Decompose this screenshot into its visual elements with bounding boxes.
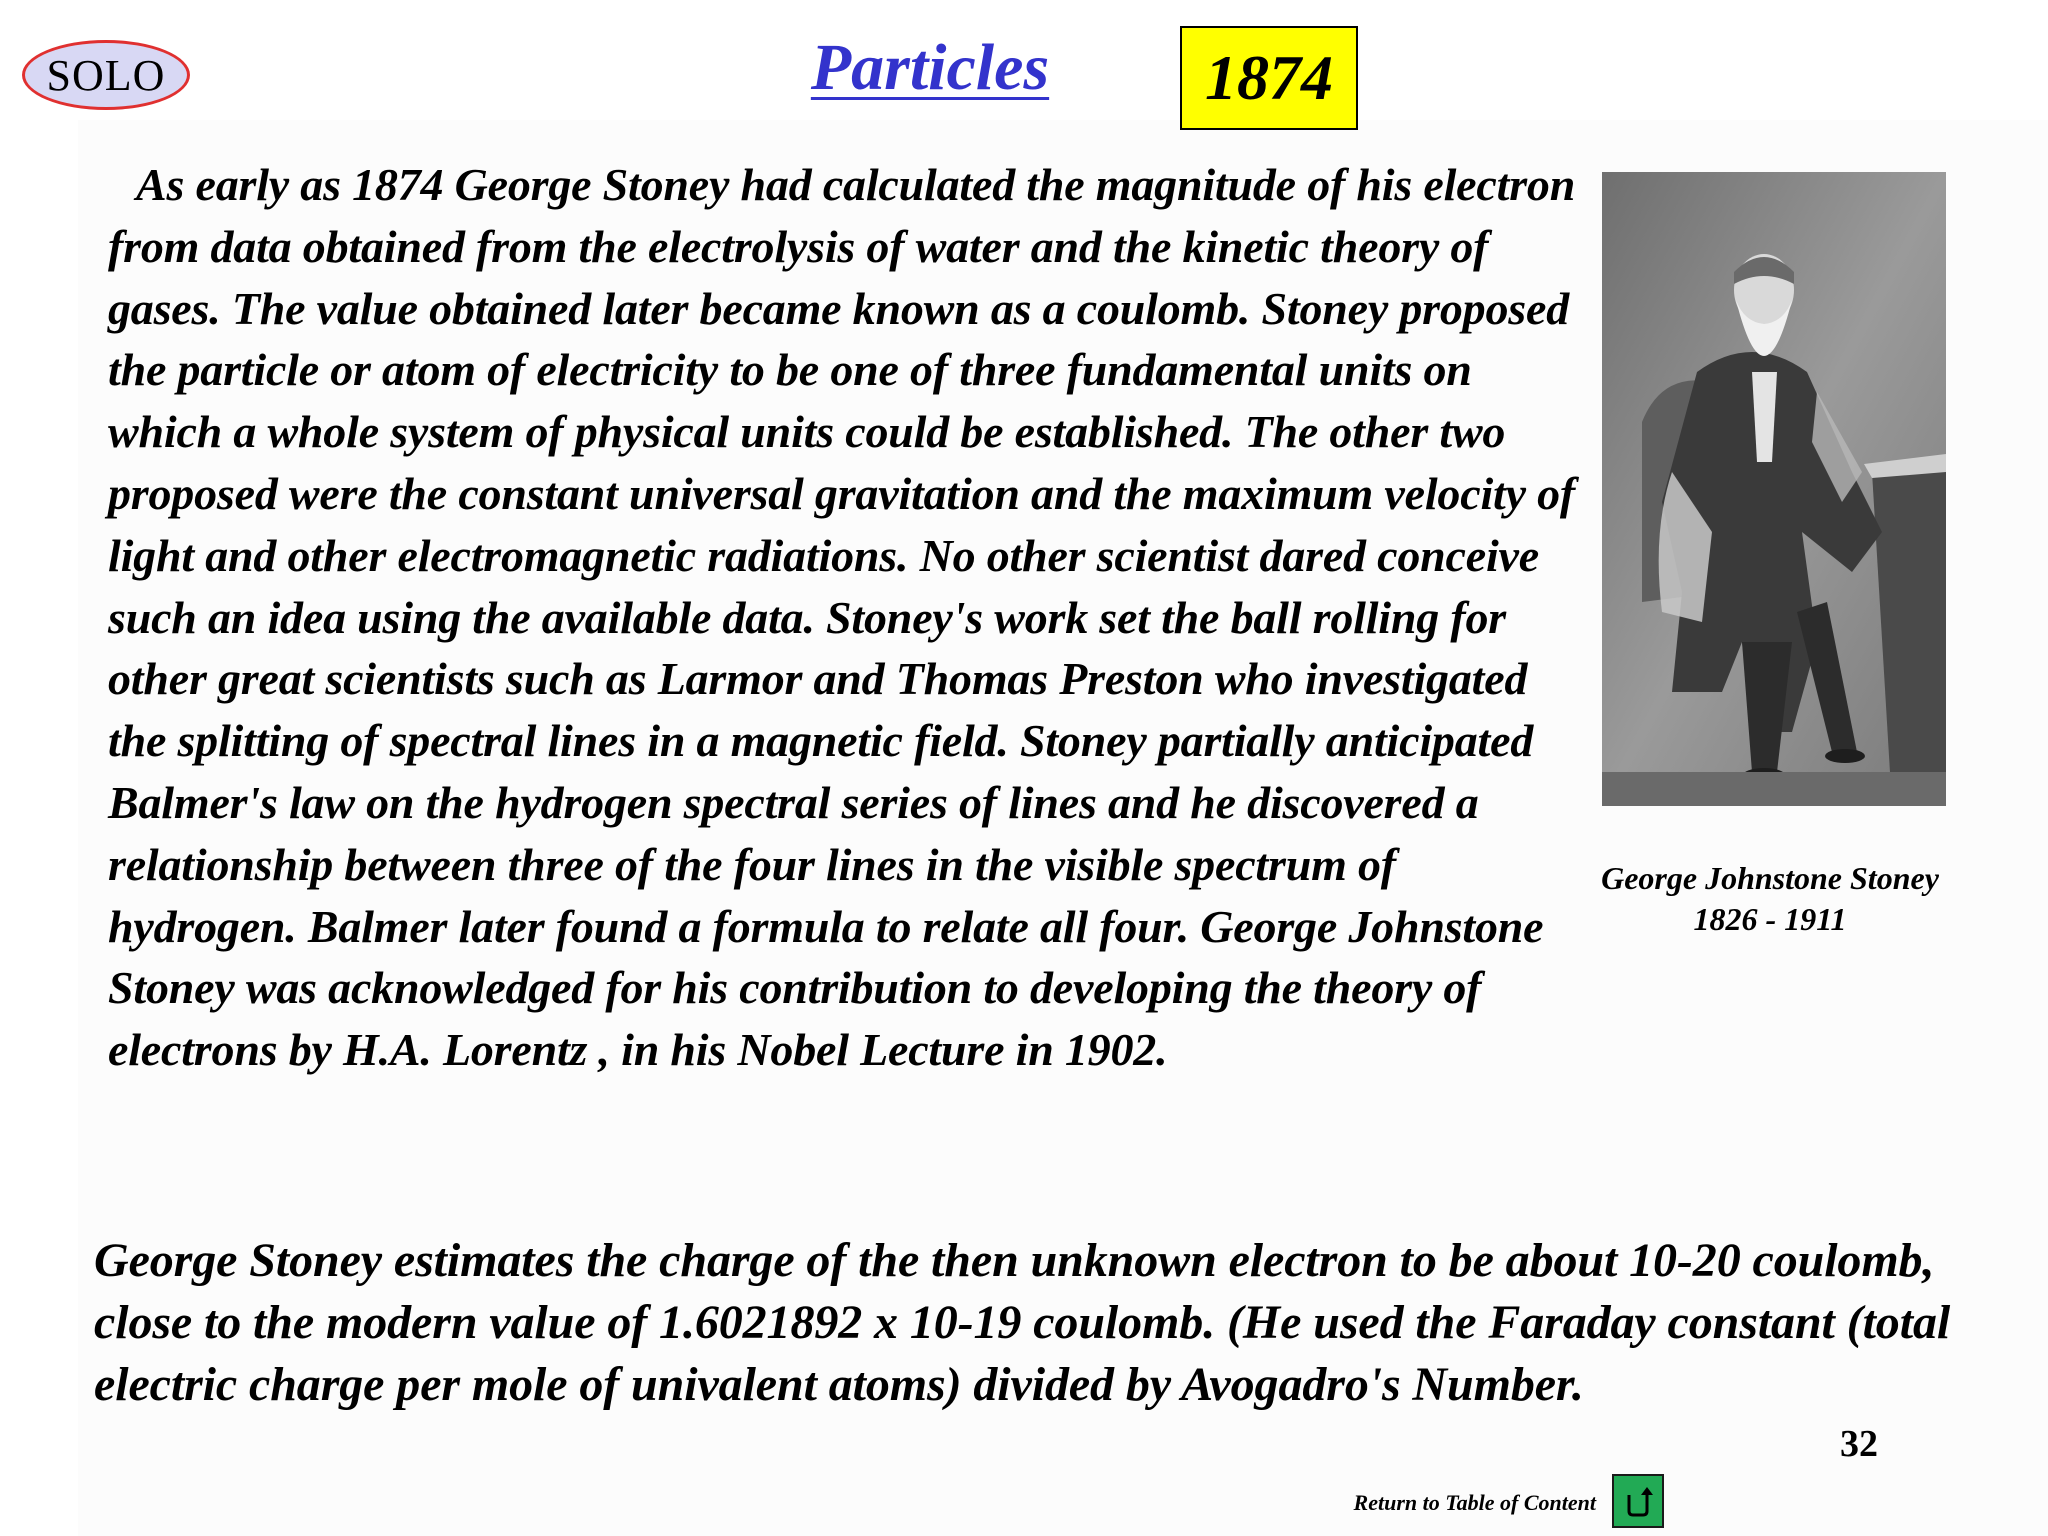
return-to-toc-link[interactable]: Return to Table of Content [1353, 1490, 1596, 1515]
portrait-name: George Johnstone Stoney [1601, 860, 1939, 896]
main-paragraph: As early as 1874 George Stoney had calculated the magnitude of his electron from data obtained from the electrolysis of water and the kinetic theory of gases. The value obtained later became known as a coulomb. Stoney proposed the particle or atom of electricity to be one of three fundamental units on which a whole system of physical units could be established. The other two proposed were the constant universal gravitation and the maximum velocity of light and other electromagnetic radiations. No other scientist dared conceive such an idea using the available data. Stoney's work set the ball rolling for other great scientists such as Larmor and Thomas Preston who investigated the splitting of spectral lines in a magnetic field. Stoney partially anticipated Balmer's law on the hydrogen spectral series of lines and he discovered a relationship between three of the four lines in the visible spectrum of hydrogen. Balmer later found a formula to relate all four. George Johnstone Stoney was acknowledged for his contribution to developing the theory of electrons by H.A. Lorentz , in his Nobel Lecture in 1902. [108, 159, 1576, 1076]
return-arrow-icon [1618, 1481, 1658, 1521]
return-button[interactable] [1612, 1474, 1664, 1528]
bottom-paragraph: George Stoney estimates the charge of the then unknown electron to be about 10-20 coulomb, close to the modern value of 1.6021892 x 10-19 coulomb. (He used the Faraday constant (total electric charge per mole of univalent atoms) divided by Avogadro's Number. [94, 1234, 1951, 1411]
solo-logo [22, 40, 190, 110]
portrait-caption [1560, 858, 1980, 940]
page-title[interactable]: Particles [810, 31, 1050, 104]
portrait-image [1602, 172, 1946, 806]
portrait-years: 1826 - 1911 [1693, 901, 1847, 937]
portrait-illustration [1602, 172, 1946, 806]
year-badge [1180, 26, 1358, 130]
logo-text: SOLO [46, 50, 166, 100]
year-text: 1874 [1205, 42, 1333, 113]
page-number: 32 [1840, 1423, 1878, 1465]
